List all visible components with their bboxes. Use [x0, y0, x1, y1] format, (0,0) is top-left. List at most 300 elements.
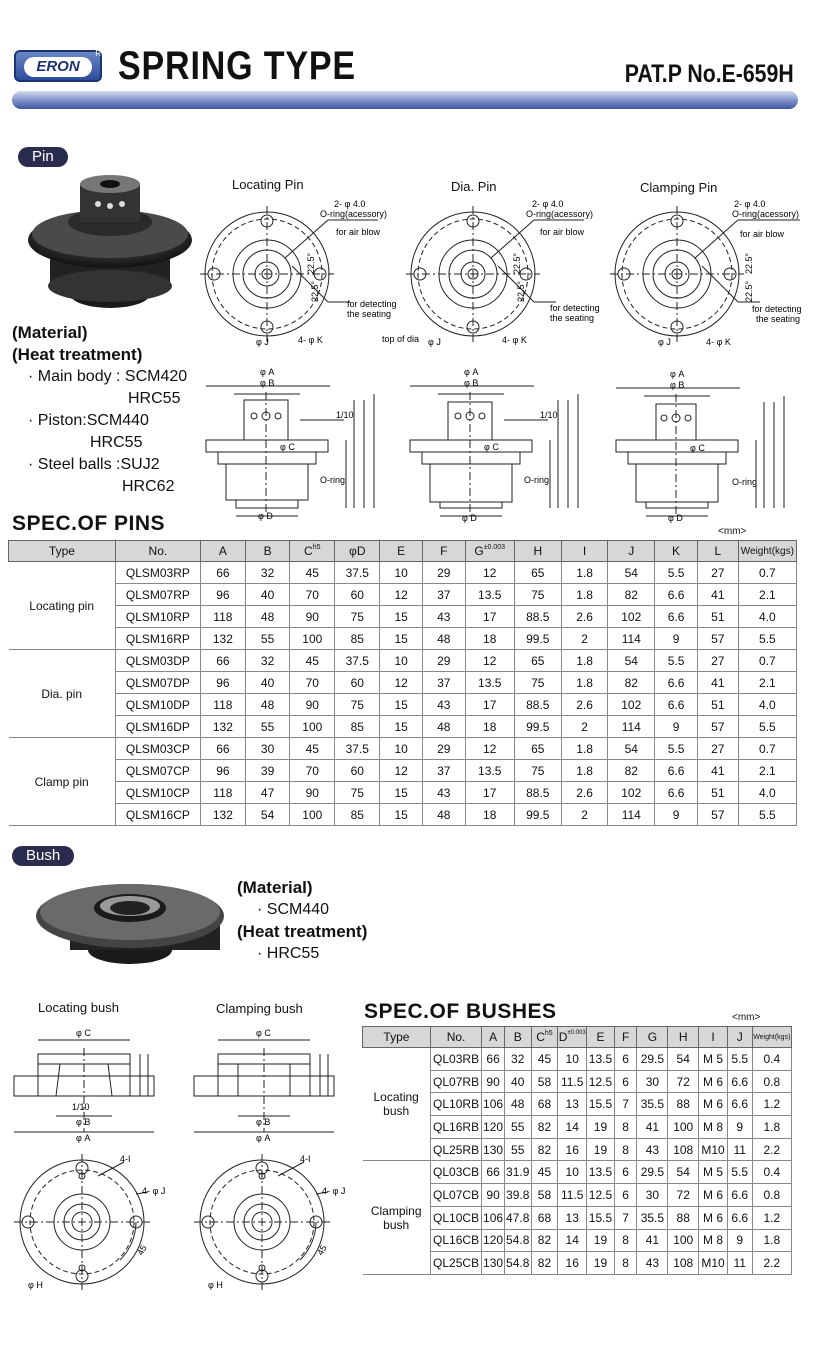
pins-cell: 12 [465, 562, 514, 584]
pins-cell: 45 [290, 562, 335, 584]
pins-cell: 9 [655, 716, 698, 738]
pins-cell: 15 [380, 716, 423, 738]
pins-cell: 2.6 [561, 606, 608, 628]
col-weight: Weight(kgs) [738, 541, 796, 562]
table-row [9, 672, 797, 694]
pins-cell: 66 [200, 650, 245, 672]
pins-cell: 82 [608, 760, 655, 782]
col-no: No. [115, 541, 200, 562]
pins-cell: 10 [380, 738, 423, 760]
bush-cell: 108 [668, 1138, 699, 1161]
bush-cell: 58 [531, 1070, 558, 1093]
spec-pins-header-row [9, 541, 797, 562]
dia-pin-side-oring: O-ring [524, 475, 550, 485]
pins-cell: 0.7 [738, 650, 796, 672]
bush-group-label: Clamping bush [363, 1161, 431, 1274]
bush-cell: 55 [504, 1116, 531, 1139]
bush-cell: 9 [727, 1229, 752, 1252]
table-row [9, 694, 797, 716]
dia-pin-oring-note: 2- φ 4.0 [532, 199, 564, 209]
pins-cell: 100 [290, 804, 335, 826]
bush-model-number: QL07RB [430, 1070, 481, 1093]
bush-cell: 41 [637, 1229, 668, 1252]
clamping-pin-oring-note-2: O-ring(acessory) [732, 209, 800, 219]
patent-number: PAT.P No.E-659H [625, 60, 794, 88]
material-steel-balls-hrc: HRC62 [122, 478, 175, 495]
pins-cell: 65 [514, 650, 561, 672]
pins-cell: 96 [200, 760, 245, 782]
pins-cell: 30 [245, 738, 290, 760]
clamping-bush-b: φ B [256, 1117, 271, 1127]
diagram-title-dia-pin: Dia. Pin [451, 179, 497, 194]
bush-cell: 82 [531, 1252, 558, 1275]
pins-cell: 37.5 [335, 738, 380, 760]
col-g [465, 541, 514, 562]
bush-cell: 6.6 [727, 1206, 752, 1229]
locating-bush-j: 4- φ J [142, 1186, 166, 1196]
pins-cell: 70 [290, 672, 335, 694]
col-h: H [514, 541, 561, 562]
col-g-tolerance: ±0.003 [483, 544, 506, 551]
bush-cell: 55 [504, 1138, 531, 1161]
col-c-tolerance: h5 [312, 544, 321, 551]
pins-cell: 9 [655, 804, 698, 826]
pin-material [12, 322, 187, 498]
bush-cell: 10 [558, 1161, 587, 1184]
bush-cell: 1.8 [752, 1116, 791, 1139]
pins-cell: 70 [290, 760, 335, 782]
table-row [9, 606, 797, 628]
bush-cell: 14 [558, 1229, 587, 1252]
bush-cell: 19 [587, 1229, 615, 1252]
dia-pin-side-d: φ D [462, 513, 477, 523]
clamping-pin-side-d: φ D [668, 513, 683, 523]
dia-pin-air-note: for air blow [540, 227, 585, 237]
pins-cell: 1.8 [561, 672, 608, 694]
bush-cell: 35.5 [637, 1206, 668, 1229]
pins-cell: 15 [380, 782, 423, 804]
locating-pin-detect-note: for detecting [347, 299, 397, 309]
bush-model-number: QL03CB [430, 1161, 481, 1184]
dia-pin-side-view [400, 364, 590, 524]
pins-cell: 41 [697, 672, 738, 694]
bush-cell: 120 [482, 1116, 505, 1139]
pins-cell: 88.5 [514, 694, 561, 716]
col-g-label: G [474, 544, 484, 558]
bush-heat-treatment-heading: (Heat treatment) [237, 922, 368, 941]
material-main-body-hrc: HRC55 [128, 390, 181, 407]
bush-cell: 11 [727, 1138, 752, 1161]
pins-cell: 99.5 [514, 804, 561, 826]
pins-model-number: QLSM10CP [115, 782, 200, 804]
pins-cell: 60 [335, 672, 380, 694]
bush-cell: 11.5 [558, 1070, 587, 1093]
dia-pin-side-b: φ B [464, 378, 479, 388]
bush-cell: 6 [614, 1048, 637, 1071]
pins-cell: 6.6 [655, 672, 698, 694]
pins-cell: 5.5 [738, 628, 796, 650]
pins-cell: 17 [465, 782, 514, 804]
pins-cell: 17 [465, 606, 514, 628]
registered-mark: R [95, 49, 101, 58]
pins-cell: 43 [422, 694, 465, 716]
clamping-pin-side-oring: O-ring [732, 477, 758, 487]
dia-pin-top-view [382, 196, 612, 352]
pins-cell: 102 [608, 606, 655, 628]
pins-group-label: Locating pin [9, 562, 116, 650]
pins-cell: 96 [200, 584, 245, 606]
clamping-bush-a: φ A [256, 1133, 271, 1143]
bush-cell: 0.4 [752, 1161, 791, 1184]
pin-section-label: Pin [18, 147, 68, 167]
dia-pin-angle-1: 22.5° [512, 252, 522, 274]
bush-col-e: E [587, 1027, 615, 1048]
clamping-pin-k: 4- φ K [706, 337, 731, 347]
clamping-pin-j: φ J [658, 337, 671, 347]
clamping-pin-angle-1: 22.5° [744, 252, 754, 274]
pins-model-number: QLSM07RP [115, 584, 200, 606]
pins-cell: 43 [422, 606, 465, 628]
bush-cell: 88 [668, 1206, 699, 1229]
pins-cell: 66 [200, 562, 245, 584]
pins-cell: 29 [422, 650, 465, 672]
bush-cell: 6 [614, 1161, 637, 1184]
bush-cell: 5.5 [727, 1161, 752, 1184]
spec-pins-unit: <mm> [718, 526, 747, 537]
bush-cell: 1.2 [752, 1206, 791, 1229]
pins-cell: 75 [335, 694, 380, 716]
pins-cell: 13.5 [465, 760, 514, 782]
bush-cell: 45 [531, 1161, 558, 1184]
bush-cell: M 5 [699, 1048, 728, 1071]
bush-cell: 90 [482, 1070, 505, 1093]
pins-cell: 4.0 [738, 606, 796, 628]
pins-cell: 18 [465, 716, 514, 738]
pins-cell: 32 [245, 650, 290, 672]
dia-pin-topdia: top of dia [382, 334, 420, 344]
locating-bush-side-view [10, 1024, 175, 1144]
bush-cell: 2.2 [752, 1138, 791, 1161]
pins-cell: 4.0 [738, 694, 796, 716]
bush-cell: 68 [531, 1206, 558, 1229]
bush-cell: M 6 [699, 1070, 728, 1093]
bush-cell: 13 [558, 1206, 587, 1229]
pins-cell: 118 [200, 606, 245, 628]
pins-cell: 51 [697, 782, 738, 804]
spec-bushes-header-row [363, 1027, 792, 1048]
bush-cell: M 6 [699, 1184, 728, 1207]
pins-cell: 114 [608, 716, 655, 738]
pins-cell: 85 [335, 716, 380, 738]
eron-logo [14, 50, 102, 82]
pins-cell: 29 [422, 562, 465, 584]
pin-photo [20, 172, 200, 322]
pins-cell: 0.7 [738, 738, 796, 760]
pins-cell: 45 [290, 738, 335, 760]
locating-pin-angle-2: 22.5° [310, 280, 320, 302]
pins-cell: 12 [380, 672, 423, 694]
bush-col-d [558, 1027, 587, 1048]
pins-cell: 48 [422, 628, 465, 650]
bush-cell: 0.8 [752, 1184, 791, 1207]
spec-bushes-body [363, 1048, 792, 1275]
bush-cell: 41 [637, 1116, 668, 1139]
bush-cell: 0.4 [752, 1048, 791, 1071]
bush-cell: 8 [614, 1252, 637, 1275]
table-row [9, 760, 797, 782]
col-c-label: C [304, 544, 313, 558]
pins-cell: 118 [200, 782, 245, 804]
pins-cell: 100 [290, 628, 335, 650]
pins-group-label: Dia. pin [9, 650, 116, 738]
bush-cell: 10 [558, 1048, 587, 1071]
pins-cell: 2 [561, 804, 608, 826]
pins-cell: 118 [200, 694, 245, 716]
bush-cell: 12.5 [587, 1070, 615, 1093]
pins-cell: 102 [608, 694, 655, 716]
table-row [9, 804, 797, 826]
bush-col-i: I [699, 1027, 728, 1048]
pins-cell: 132 [200, 716, 245, 738]
col-e: E [380, 541, 423, 562]
pins-cell: 51 [697, 606, 738, 628]
bush-cell: 90 [482, 1184, 505, 1207]
col-type: Type [9, 541, 116, 562]
bush-model-number: QL07CB [430, 1184, 481, 1207]
dia-pin-oring-note-2: O-ring(acessory) [526, 209, 594, 219]
pins-cell: 12 [380, 584, 423, 606]
pins-cell: 15 [380, 804, 423, 826]
bush-cell: 43 [637, 1138, 668, 1161]
spec-pins-body [9, 562, 797, 826]
bush-cell: 54.8 [504, 1229, 531, 1252]
diagram-title-clamping-pin: Clamping Pin [640, 180, 718, 195]
bush-cell: 9 [727, 1116, 752, 1139]
bush-col-c [531, 1027, 558, 1048]
bush-cell: M 6 [699, 1093, 728, 1116]
clamping-bush-top-view [188, 1152, 360, 1294]
pins-cell: 13.5 [465, 672, 514, 694]
locating-pin-side-d: φ D [258, 511, 273, 521]
pins-cell: 2.6 [561, 694, 608, 716]
pins-cell: 37.5 [335, 650, 380, 672]
clamping-bush-c: φ C [256, 1028, 271, 1038]
bush-cell: 54.8 [504, 1252, 531, 1275]
locating-bush-b: φ B [76, 1117, 91, 1127]
pins-cell: 2 [561, 716, 608, 738]
bush-col-f: F [614, 1027, 637, 1048]
bush-model-number: QL10RB [430, 1093, 481, 1116]
bush-cell: M 5 [699, 1161, 728, 1184]
bush-cell: 120 [482, 1229, 505, 1252]
dia-pin-seating-note: the seating [550, 313, 595, 323]
pins-cell: 57 [697, 716, 738, 738]
pins-cell: 90 [290, 782, 335, 804]
spec-pins-title: SPEC.OF PINS [12, 512, 166, 535]
diagram-title-locating-pin: Locating Pin [232, 177, 304, 192]
clamping-pin-side-view [606, 366, 796, 524]
bush-cell: 11 [727, 1252, 752, 1275]
col-k: K [655, 541, 698, 562]
bush-cell: 6 [614, 1070, 637, 1093]
locating-bush-c: φ C [76, 1028, 91, 1038]
pins-cell: 2 [561, 628, 608, 650]
pins-cell: 5.5 [655, 650, 698, 672]
pins-cell: 48 [422, 716, 465, 738]
bush-model-number: QL16RB [430, 1116, 481, 1139]
clamping-bush-side-view [190, 1024, 360, 1144]
pins-cell: 54 [245, 804, 290, 826]
bush-material [237, 877, 367, 965]
spec-pins-table [8, 540, 797, 826]
pins-cell: 48 [422, 804, 465, 826]
pins-cell: 90 [290, 694, 335, 716]
bush-cell: 82 [531, 1116, 558, 1139]
bush-cell: 39.8 [504, 1184, 531, 1207]
table-row [9, 782, 797, 804]
locating-pin-side-view [196, 364, 392, 520]
pins-cell: 55 [245, 628, 290, 650]
bush-col-h: H [668, 1027, 699, 1048]
bush-model-number: QL25CB [430, 1252, 481, 1275]
table-row [9, 562, 797, 584]
dia-pin-j: φ J [428, 337, 441, 347]
pins-model-number: QLSM07CP [115, 760, 200, 782]
bush-cell: 106 [482, 1093, 505, 1116]
material-piston-hrc: HRC55 [90, 434, 143, 451]
pins-cell: 75 [514, 760, 561, 782]
bush-cell: M 6 [699, 1206, 728, 1229]
bush-cell: 100 [668, 1229, 699, 1252]
bush-col-d-tolerance: ±0.003 [567, 1030, 586, 1036]
dia-pin-side-ratio: 1/10 [540, 410, 558, 420]
bush-col-g: G [637, 1027, 668, 1048]
pins-cell: 10 [380, 650, 423, 672]
bush-cell: 8 [614, 1116, 637, 1139]
pins-cell: 6.6 [655, 606, 698, 628]
pins-cell: 15 [380, 606, 423, 628]
bush-cell: 100 [668, 1116, 699, 1139]
bush-col-weight: Weight(kgs) [752, 1027, 791, 1048]
pins-cell: 54 [608, 738, 655, 760]
bush-col-type: Type [363, 1027, 431, 1048]
bush-cell: 6 [614, 1184, 637, 1207]
pins-cell: 132 [200, 804, 245, 826]
pins-cell: 57 [697, 628, 738, 650]
bush-cell: 88 [668, 1093, 699, 1116]
pins-cell: 55 [245, 716, 290, 738]
bush-cell: 32 [504, 1048, 531, 1071]
pins-cell: 65 [514, 562, 561, 584]
bush-model-number: QL16CB [430, 1229, 481, 1252]
locating-pin-air-note: for air blow [336, 227, 381, 237]
bush-cell: 48 [504, 1093, 531, 1116]
pins-cell: 51 [697, 694, 738, 716]
locating-bush-top-view [8, 1152, 180, 1294]
locating-pin-side-ratio: 1/10 [336, 410, 354, 420]
bush-cell: 66 [482, 1161, 505, 1184]
col-c [290, 541, 335, 562]
bush-cell: 68 [531, 1093, 558, 1116]
pins-cell: 1.8 [561, 562, 608, 584]
pins-cell: 12 [465, 650, 514, 672]
pins-cell: 48 [245, 694, 290, 716]
bush-cell: 58 [531, 1184, 558, 1207]
bush-cell: 5.5 [727, 1048, 752, 1071]
pins-cell: 85 [335, 804, 380, 826]
pins-cell: 6.6 [655, 694, 698, 716]
table-row [9, 584, 797, 606]
pins-cell: 66 [200, 738, 245, 760]
pins-cell: 75 [514, 584, 561, 606]
locating-pin-side-a: φ A [260, 367, 275, 377]
material-main-body: · Main body : SCM420 [28, 368, 188, 385]
logo-text: ERON [24, 57, 92, 77]
table-row [9, 650, 797, 672]
pins-model-number: QLSM03CP [115, 738, 200, 760]
pins-model-number: QLSM16CP [115, 804, 200, 826]
locating-pin-top-view [200, 196, 406, 352]
table-row [363, 1048, 792, 1071]
pins-cell: 75 [335, 782, 380, 804]
pins-cell: 1.8 [561, 760, 608, 782]
pins-cell: 1.8 [561, 584, 608, 606]
bush-cell: 19 [587, 1116, 615, 1139]
bush-cell: 13.5 [587, 1161, 615, 1184]
bush-cell: 19 [587, 1252, 615, 1275]
pins-cell: 27 [697, 650, 738, 672]
bush-col-a: A [482, 1027, 505, 1048]
pins-cell: 2.1 [738, 672, 796, 694]
bush-cell: 29.5 [637, 1161, 668, 1184]
pins-cell: 1.8 [561, 738, 608, 760]
diagram-title-locating-bush: Locating bush [38, 1000, 119, 1015]
pins-cell: 75 [335, 606, 380, 628]
pins-cell: 40 [245, 584, 290, 606]
pins-cell: 2.6 [561, 782, 608, 804]
clamping-pin-air-note: for air blow [740, 229, 785, 239]
bush-cell: 6.6 [727, 1070, 752, 1093]
dia-pin-side-c: φ C [484, 442, 499, 452]
pins-cell: 37.5 [335, 562, 380, 584]
bush-cell: 30 [637, 1184, 668, 1207]
bush-cell: 19 [587, 1138, 615, 1161]
bush-group-label: Locating bush [363, 1048, 431, 1161]
locating-bush-h: φ H [28, 1280, 43, 1290]
clamping-bush-h: φ H [208, 1280, 223, 1290]
pins-cell: 27 [697, 738, 738, 760]
pins-cell: 4.0 [738, 782, 796, 804]
col-b: B [245, 541, 290, 562]
bush-cell: 108 [668, 1252, 699, 1275]
col-f: F [422, 541, 465, 562]
bush-cell: 13.5 [587, 1048, 615, 1071]
material-heading: (Material) [12, 323, 88, 342]
bush-cell: 8 [614, 1229, 637, 1252]
bush-cell: 16 [558, 1138, 587, 1161]
clamping-pin-side-c: φ C [690, 443, 705, 453]
bush-cell: 40 [504, 1070, 531, 1093]
locating-pin-side-oring: O-ring [320, 475, 346, 485]
bush-cell: M10 [699, 1252, 728, 1275]
bush-section-label: Bush [12, 846, 74, 866]
bush-cell: 15.5 [587, 1093, 615, 1116]
bush-cell: 54 [668, 1161, 699, 1184]
bush-cell: 31.9 [504, 1161, 531, 1184]
pins-cell: 90 [290, 606, 335, 628]
bush-cell: M 8 [699, 1229, 728, 1252]
locating-pin-side-c: φ C [280, 442, 295, 452]
